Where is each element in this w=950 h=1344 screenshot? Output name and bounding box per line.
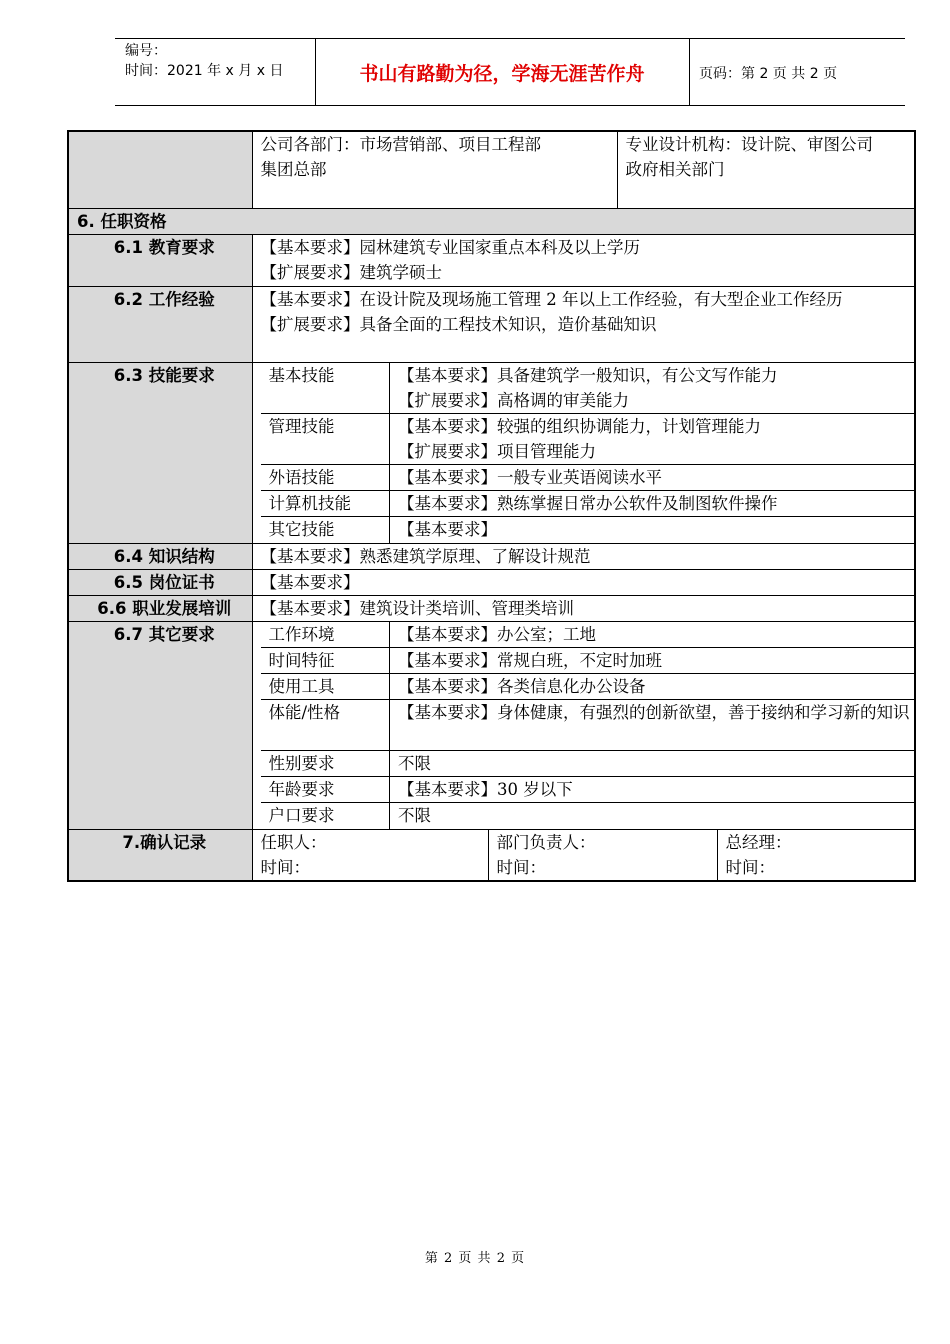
experience-value (252, 286, 915, 362)
experience-row (68, 286, 915, 362)
skill-name: 基本技能 (261, 363, 390, 414)
other-name: 年龄要求 (261, 777, 390, 803)
other-detail-cell (252, 621, 915, 829)
confirm-employee-cell (252, 829, 488, 881)
knowledge-label: 6.4 知识结构 (68, 543, 252, 569)
skill-value: 【基本要求】熟练掌握日常办公软件及制图软件操作 (390, 491, 915, 517)
departments-external-cell (617, 131, 915, 208)
department-line: 政府相关部门 (625, 160, 725, 179)
other-requirements-row (68, 621, 915, 829)
confirmation-row (68, 829, 915, 881)
certificate-label: 6.5 岗位证书 (68, 569, 252, 595)
other-name: 户口要求 (261, 803, 390, 829)
skill-row (261, 517, 915, 543)
skill-name: 管理技能 (261, 414, 390, 465)
requirement-line: 【扩展要求】具备全面的工程技术知识，造价基础知识 (260, 314, 657, 334)
requirement-line: 【基本要求】园林建筑专业国家重点本科及以上学历 (260, 237, 640, 257)
requirement-line: 【基本要求】在设计院及现场施工管理 2 年以上工作经验，有大型企业工作经历 (260, 289, 843, 309)
confirm-time: 时间： (496, 857, 546, 877)
education-value (252, 234, 915, 286)
other-row (261, 700, 915, 751)
header-divider (689, 39, 690, 105)
training-value: 【基本要求】建筑设计类培训、管理类培训 (252, 595, 915, 621)
requirement-line: 【扩展要求】高格调的审美能力 (398, 390, 629, 410)
skills-label: 6.3 技能要求 (68, 362, 252, 543)
other-row (261, 777, 915, 803)
skills-subtable (261, 363, 915, 543)
section-6-title: 6. 任职资格 (68, 208, 915, 234)
other-value: 【基本要求】30 岁以下 (390, 777, 915, 803)
departments-label-cell (68, 131, 252, 208)
confirmation-label: 7.确认记录 (68, 829, 252, 881)
department-line: 公司各部门：市场营销部、项目工程部 (260, 135, 541, 154)
other-name: 时间特征 (261, 648, 390, 674)
department-line: 专业设计机构：设计院、审图公司 (625, 135, 873, 154)
skill-value: 【基本要求】 (390, 517, 915, 543)
page-footer: 第 2 页 共 2 页 (424, 1251, 526, 1266)
other-row (261, 648, 915, 674)
skill-name: 其它技能 (261, 517, 390, 543)
header-motto: 书山有路勤为径，学海无涯苦作舟 (359, 63, 645, 85)
certificate-value: 【基本要求】 (252, 569, 915, 595)
certificate-row (68, 569, 915, 595)
departments-row (68, 131, 915, 208)
other-name: 使用工具 (261, 674, 390, 700)
number-label: 编号： (125, 43, 167, 59)
requirement-line: 【扩展要求】建筑学硕士 (260, 262, 442, 282)
other-value: 【基本要求】办公室；工地 (390, 622, 915, 648)
skill-value: 【基本要求】一般专业英语阅读水平 (390, 465, 915, 491)
other-value: 不限 (390, 751, 915, 777)
skills-detail-cell (252, 362, 915, 543)
requirement-line: 【基本要求】具备建筑学一般知识，有公文写作能力 (398, 365, 778, 385)
other-name: 体能/性格 (261, 700, 390, 751)
other-value: 【基本要求】各类信息化办公设备 (390, 674, 915, 700)
confirm-dept-head-cell (488, 829, 717, 881)
experience-label: 6.2 工作经验 (68, 286, 252, 362)
skill-name: 计算机技能 (261, 491, 390, 517)
knowledge-row (68, 543, 915, 569)
confirm-gm-cell (717, 829, 915, 881)
education-label: 6.1 教育要求 (68, 234, 252, 286)
other-row (261, 751, 915, 777)
other-value: 不限 (390, 803, 915, 829)
confirm-role: 任职人： (260, 832, 327, 852)
other-row (261, 803, 915, 829)
header-meta (125, 41, 283, 81)
section-6-row (68, 208, 915, 234)
skill-row (261, 465, 915, 491)
other-label: 6.7 其它要求 (68, 621, 252, 829)
confirm-role: 部门负责人： (496, 832, 596, 852)
confirm-time: 时间： (260, 857, 310, 877)
skill-value (390, 414, 915, 465)
training-row (68, 595, 915, 621)
training-label: 6.6 职业发展培训 (68, 595, 252, 621)
qualification-table (67, 130, 916, 882)
other-name: 工作环境 (261, 622, 390, 648)
department-line: 集团总部 (260, 160, 327, 179)
skill-name: 外语技能 (261, 465, 390, 491)
requirement-line: 【扩展要求】项目管理能力 (398, 442, 596, 461)
time-label: 时间：2021 年 x 月 x 日 (125, 63, 284, 79)
education-row (68, 234, 915, 286)
skill-row (261, 491, 915, 517)
other-value: 【基本要求】身体健康，有强烈的创新欲望，善于接纳和学习新的知识 (390, 700, 915, 751)
confirm-time: 时间： (725, 857, 775, 877)
other-row (261, 674, 915, 700)
confirm-role: 总经理： (725, 832, 792, 852)
departments-internal-cell (252, 131, 617, 208)
skill-value (390, 363, 915, 414)
skills-row (68, 362, 915, 543)
other-subtable (261, 622, 915, 829)
skill-row (261, 414, 915, 465)
requirement-line: 【基本要求】较强的组织协调能力，计划管理能力 (398, 417, 761, 436)
page-header (115, 38, 905, 106)
other-value: 【基本要求】常规白班，不定时加班 (390, 648, 915, 674)
other-name: 性别要求 (261, 751, 390, 777)
skill-row (261, 363, 915, 414)
header-page-info: 页码：第 2 页 共 2 页 (699, 66, 838, 82)
knowledge-value: 【基本要求】熟悉建筑学原理、了解设计规范 (252, 543, 915, 569)
other-row (261, 622, 915, 648)
